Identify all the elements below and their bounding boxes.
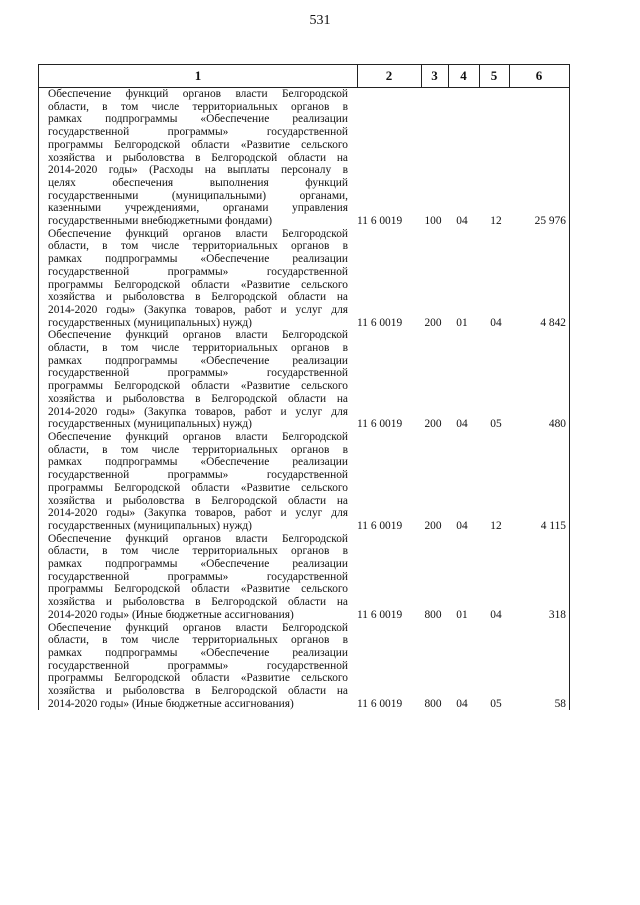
row-code: 11 6 0019 — [357, 608, 403, 621]
description-line: государственной программы» государственной — [48, 659, 348, 672]
description-line: программы Белгородской области «Развитие сельского — [48, 583, 348, 596]
header-col-2: 2 — [385, 68, 393, 83]
description-line: программы Белгородской области «Развитие сельского — [48, 278, 348, 291]
description-line: хозяйства и рыболовства в Белгородской области на — [48, 291, 348, 304]
row-section: 01 — [456, 316, 468, 329]
table-header-row — [39, 64, 569, 88]
row-code: 11 6 0019 — [357, 697, 403, 710]
row-subsection: 05 — [490, 418, 502, 431]
description-line: государственными внебюджетными фондами) — [48, 215, 273, 228]
row-expense-type: 200 — [424, 418, 442, 431]
row-description — [39, 533, 348, 622]
description-line: 2014-2020 годы» (Закупка товаров, работ и услуг для — [48, 405, 348, 418]
header-col-6: 6 — [535, 68, 543, 83]
row-amount: 4 115 — [540, 519, 566, 532]
row-code: 11 6 0019 — [357, 316, 403, 329]
row-section: 04 — [456, 519, 468, 532]
row-expense-type: 200 — [424, 519, 442, 532]
row-section: 04 — [456, 215, 468, 228]
description-line: рамках подпрограммы «Обеспечение реализации — [48, 558, 348, 571]
row-code: 11 6 0019 — [357, 519, 403, 532]
description-line: программы Белгородской области «Развитие сельского — [48, 481, 348, 494]
row-code: 11 6 0019 — [357, 215, 403, 228]
description-line: области, в том числе территориальных органов в — [48, 342, 348, 355]
header-col-4: 4 — [460, 68, 467, 83]
description-line: рамках подпрограммы «Обеспечение реализации — [48, 253, 348, 266]
description-line: государственными (муниципальными) органами, — [48, 189, 348, 202]
description-line: 2014-2020 годы» (Иные бюджетные ассигнования) — [48, 608, 294, 621]
description-line: Обеспечение функций органов власти Белгородской — [48, 532, 348, 545]
description-line: области, в том числе территориальных органов в — [48, 240, 348, 253]
description-line: Обеспечение функций органов власти Белгородской — [48, 430, 348, 443]
row-section: 04 — [456, 697, 468, 710]
row-amount: 480 — [548, 418, 566, 431]
description-line: 2014-2020 годы» (Закупка товаров, работ и услуг для — [48, 507, 348, 520]
row-description — [39, 622, 348, 711]
row-amount: 318 — [548, 608, 566, 621]
row-subsection: 12 — [490, 215, 502, 228]
description-line: хозяйства и рыболовства в Белгородской области на — [48, 392, 348, 405]
description-line: целях обеспечения выполнения функций — [48, 176, 348, 189]
description-line: государственной программы» государственной — [48, 265, 348, 278]
budget-table — [38, 64, 570, 710]
description-line: 2014-2020 годы» (Расходы на выплаты персоналу в — [48, 164, 348, 177]
description-line: программы Белгородской области «Развитие сельского — [48, 138, 348, 151]
description-line: Обеспечение функций органов власти Белгородской — [48, 621, 348, 634]
row-subsection: 04 — [490, 316, 502, 329]
row-description — [39, 329, 348, 431]
description-line: хозяйства и рыболовства в Белгородской области на — [48, 596, 348, 609]
row-expense-type: 800 — [424, 608, 442, 621]
header-col-5: 5 — [490, 68, 498, 83]
description-line: программы Белгородской области «Развитие сельского — [48, 672, 348, 685]
row-description — [39, 88, 348, 228]
description-line: 2014-2020 годы» (Иные бюджетные ассигнования) — [48, 697, 294, 710]
table-row — [39, 329, 569, 431]
row-expense-type: 800 — [424, 697, 442, 710]
table-row — [39, 88, 569, 228]
header-col-3: 3 — [431, 68, 438, 83]
description-line: государственной программы» государственной — [48, 126, 348, 139]
table-body — [39, 88, 569, 710]
description-line: государственных (муниципальных) нужд) — [48, 316, 252, 329]
description-line: области, в том числе территориальных органов в — [48, 443, 348, 456]
description-line: программы Белгородской области «Развитие сельского — [48, 380, 348, 393]
row-expense-type: 200 — [424, 316, 442, 329]
description-line: хозяйства и рыболовства в Белгородской области на — [48, 494, 348, 507]
page-number: 531 — [309, 13, 331, 28]
description-line: казенными учреждениями, органами управления — [48, 202, 348, 215]
row-subsection: 12 — [490, 519, 502, 532]
row-amount: 58 — [554, 697, 566, 710]
row-amount: 25 976 — [534, 215, 566, 228]
description-line: рамках подпрограммы «Обеспечение реализации — [48, 113, 348, 126]
description-line: Обеспечение функций органов власти Белгородской — [48, 329, 348, 342]
description-line: государственных (муниципальных) нужд) — [48, 519, 252, 532]
row-description — [39, 431, 348, 533]
row-subsection: 05 — [490, 697, 502, 710]
description-line: Обеспечение функций органов власти Белгородской — [48, 227, 348, 240]
table-row — [39, 622, 569, 711]
description-line: хозяйства и рыболовства в Белгородской области на — [48, 685, 348, 698]
description-line: области, в том числе территориальных органов в — [48, 545, 348, 558]
row-section: 01 — [456, 608, 468, 621]
row-description — [39, 228, 348, 330]
row-subsection: 04 — [490, 608, 502, 621]
description-line: Обеспечение функций органов власти Белгородской — [48, 88, 348, 100]
description-line: государственной программы» государственной — [48, 570, 348, 583]
table-row — [39, 228, 569, 330]
description-line: государственной программы» государственной — [48, 367, 348, 380]
description-line: области, в том числе территориальных органов в — [48, 100, 348, 113]
description-line: государственных (муниципальных) нужд) — [48, 418, 252, 431]
row-code: 11 6 0019 — [357, 418, 403, 431]
header-col-1: 1 — [194, 68, 202, 83]
table-row — [39, 533, 569, 622]
description-line: 2014-2020 годы» (Закупка товаров, работ и услуг для — [48, 303, 348, 316]
table-row — [39, 431, 569, 533]
description-line: области, в том числе территориальных органов в — [48, 634, 348, 647]
description-line: государственной программы» государственной — [48, 469, 348, 482]
description-line: рамках подпрограммы «Обеспечение реализации — [48, 456, 348, 469]
description-line: рамках подпрограммы «Обеспечение реализации — [48, 646, 348, 659]
row-amount: 4 842 — [540, 316, 566, 329]
description-line: рамках подпрограммы «Обеспечение реализации — [48, 354, 348, 367]
description-line: хозяйства и рыболовства в Белгородской области на — [48, 151, 348, 164]
row-section: 04 — [456, 418, 468, 431]
row-expense-type: 100 — [424, 215, 442, 228]
